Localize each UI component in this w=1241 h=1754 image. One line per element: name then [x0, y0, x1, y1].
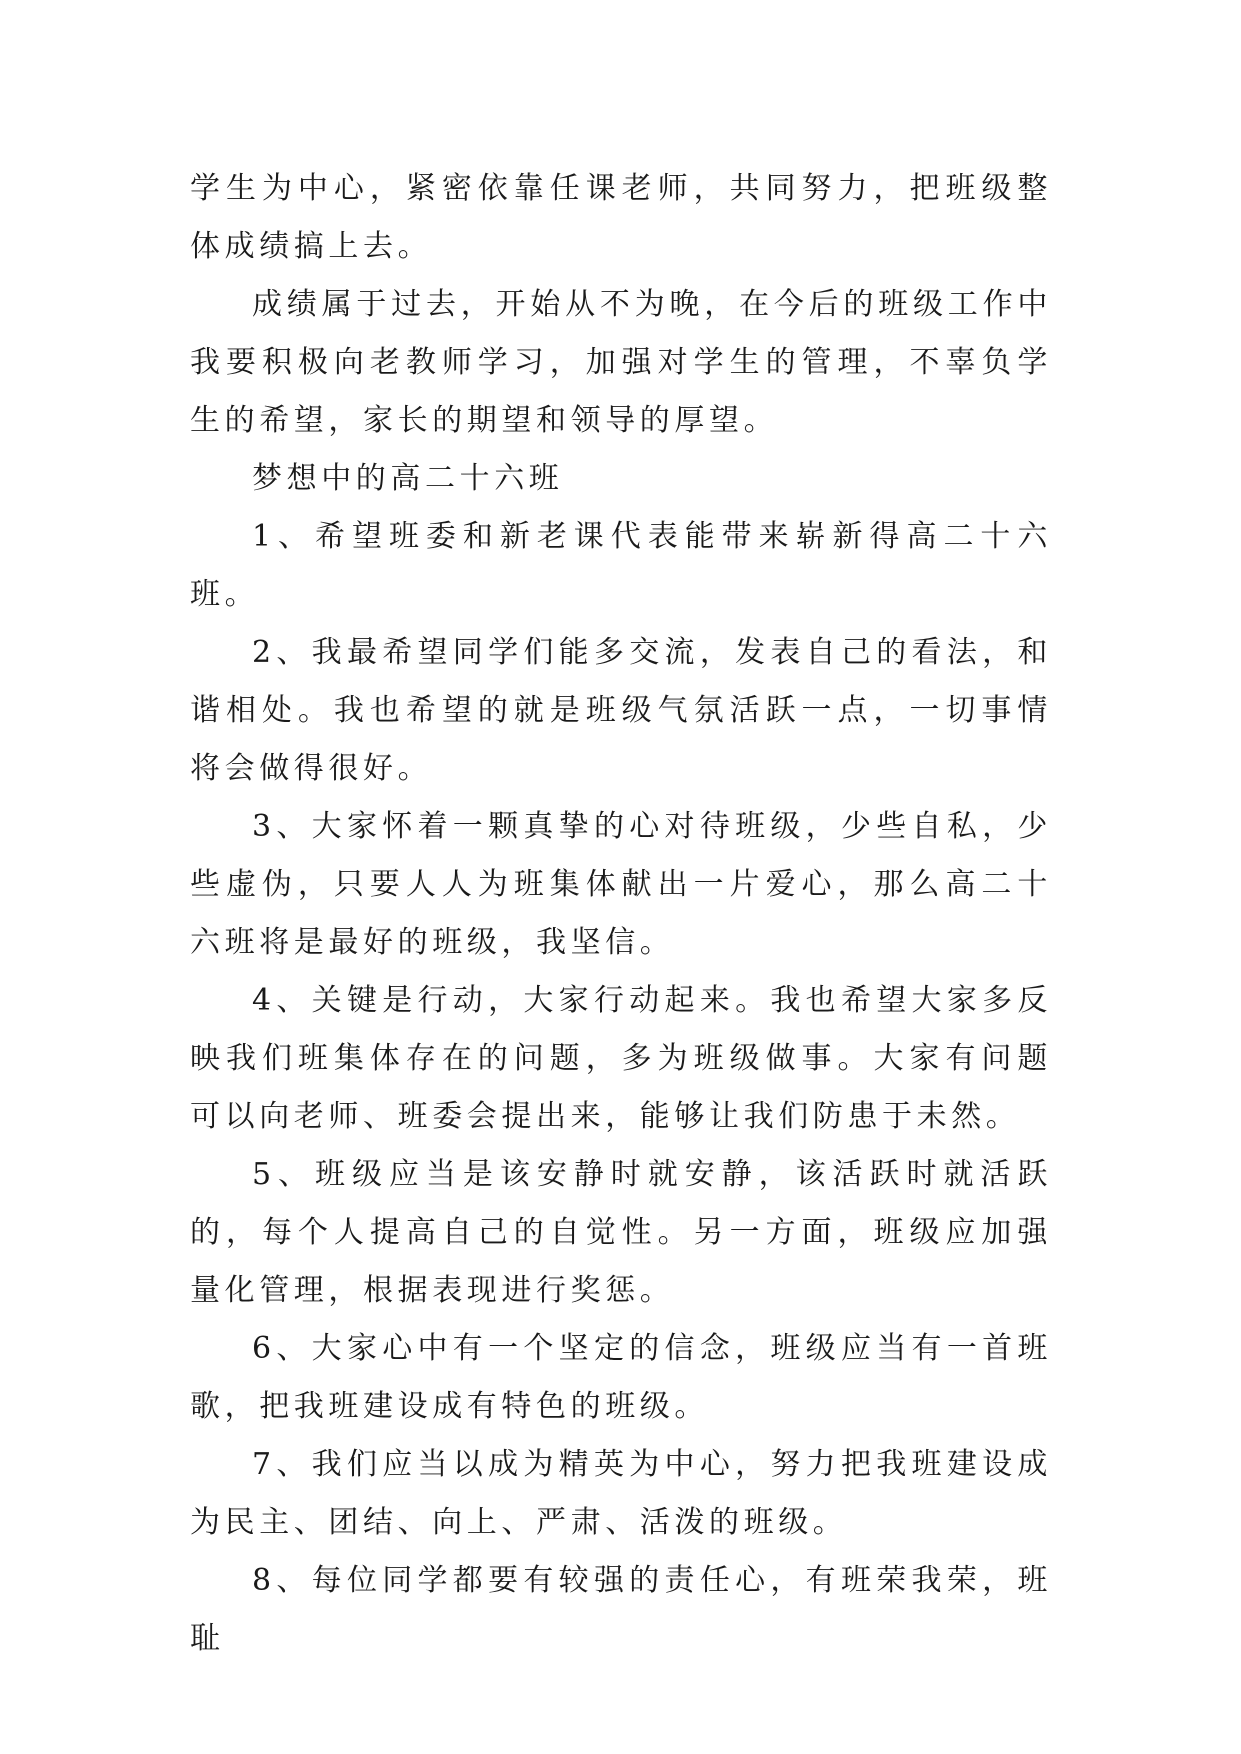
- list-item-1: 1、希望班委和新老课代表能带来崭新得高二十六班。: [190, 519, 1052, 612]
- list-item-4: 4、关键是行动，大家行动起来。我也希望大家多反映我们班集体存在的问题，多为班级做事。大家有问题可以向老师、班委会提出来，能够让我们防患于未然。: [190, 983, 1052, 1134]
- list-item-5: 5、班级应当是该安静时就安静，该活跃时就活跃的，每个人提高自己的自觉性。另一方面，班级应加强量化管理，根据表现进行奖惩。: [190, 1157, 1052, 1308]
- document-body: [190, 160, 1052, 1668]
- paragraph-2: 成绩属于过去，开始从不为晚，在今后的班级工作中我要积极向老教师学习，加强对学生的管理，不辜负学生的希望，家长的期望和领导的厚望。: [190, 287, 1052, 438]
- paragraph-1: 学生为中心，紧密依靠任课老师，共同努力，把班级整体成绩搞上去。: [190, 171, 1052, 264]
- list-item-6: 6、大家心中有一个坚定的信念，班级应当有一首班歌，把我班建设成有特色的班级。: [190, 1331, 1052, 1424]
- list-item-2: 2、我最希望同学们能多交流，发表自己的看法，和谐相处。我也希望的就是班级气氛活跃一点，一切事情将会做得很好。: [190, 635, 1052, 786]
- list-item-3: 3、大家怀着一颗真挚的心对待班级，少些自私，少些虚伪，只要人人为班集体献出一片爱心，那么高二十六班将是最好的班级，我坚信。: [190, 809, 1052, 960]
- list-item-7: 7、我们应当以成为精英为中心，努力把我班建设成为民主、团结、向上、严肃、活泼的班级。: [190, 1447, 1052, 1540]
- list-item-8: 8、每位同学都要有较强的责任心，有班荣我荣，班耻: [190, 1563, 1052, 1656]
- section-heading: 梦想中的高二十六班: [252, 461, 564, 496]
